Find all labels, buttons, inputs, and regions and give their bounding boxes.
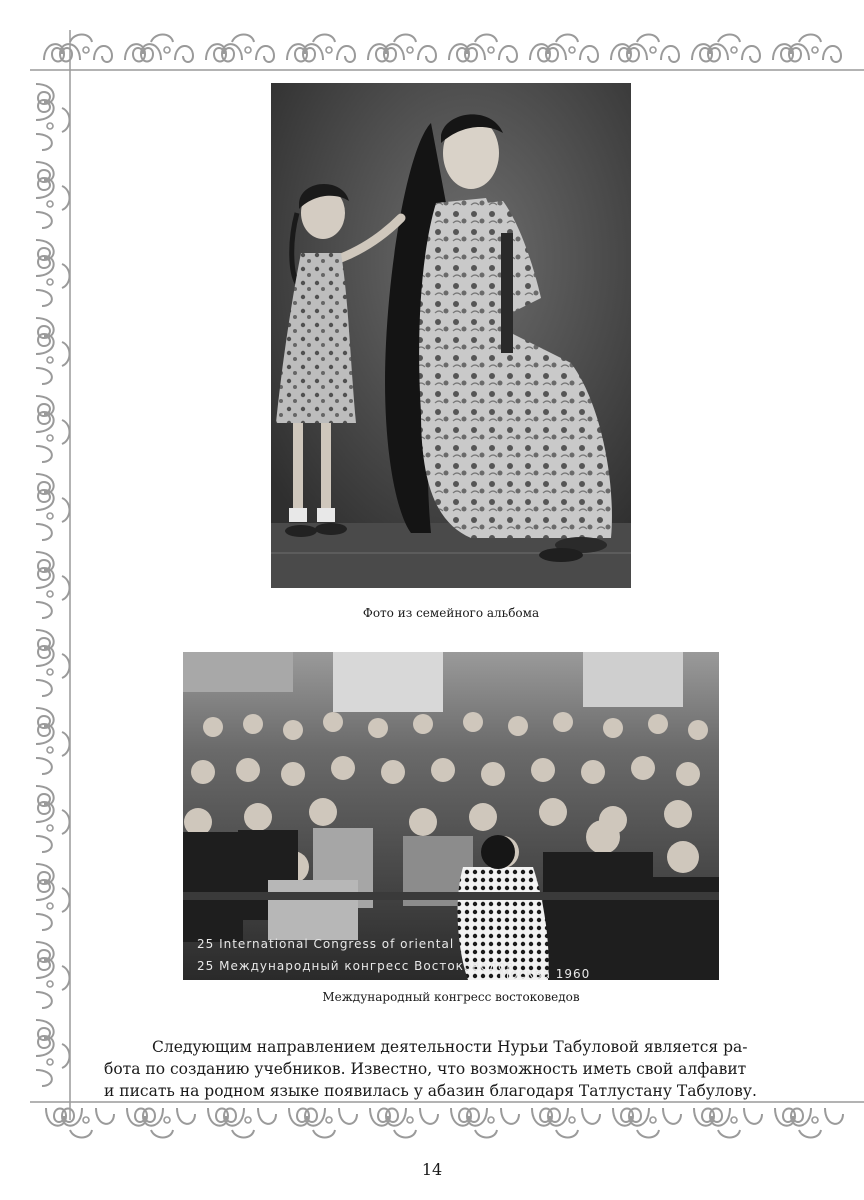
paragraph-line: Следующим направлением деятельности Нурьи Табуловой является ра- [152, 1038, 748, 1056]
ornament-border-bottom [30, 1098, 864, 1142]
body-paragraph [104, 1036, 804, 1102]
ornament-border-left [30, 30, 74, 1120]
photo-banner-line-2: 25 Международный конгресс Востоковедов [197, 959, 515, 973]
ornament-border-top [30, 30, 864, 74]
photo-banner-line-1: 25 International Congress of oriental [197, 937, 455, 951]
photo-banner-place: Москва 1960 [499, 967, 591, 980]
congress-photo [183, 652, 719, 980]
photo-caption: Международный конгресс востоковедов [322, 990, 580, 1004]
photo-caption: Фото из семейного альбома [362, 606, 540, 620]
family-photo [271, 83, 631, 588]
page-number: 14 [421, 1160, 443, 1179]
paragraph-line: и писать на родном языке появилась у абазин благодаря Татлустану Табулову. [104, 1082, 757, 1100]
paragraph-line: бота по созданию учебников. Известно, что возможность иметь свой алфавит [104, 1060, 747, 1078]
